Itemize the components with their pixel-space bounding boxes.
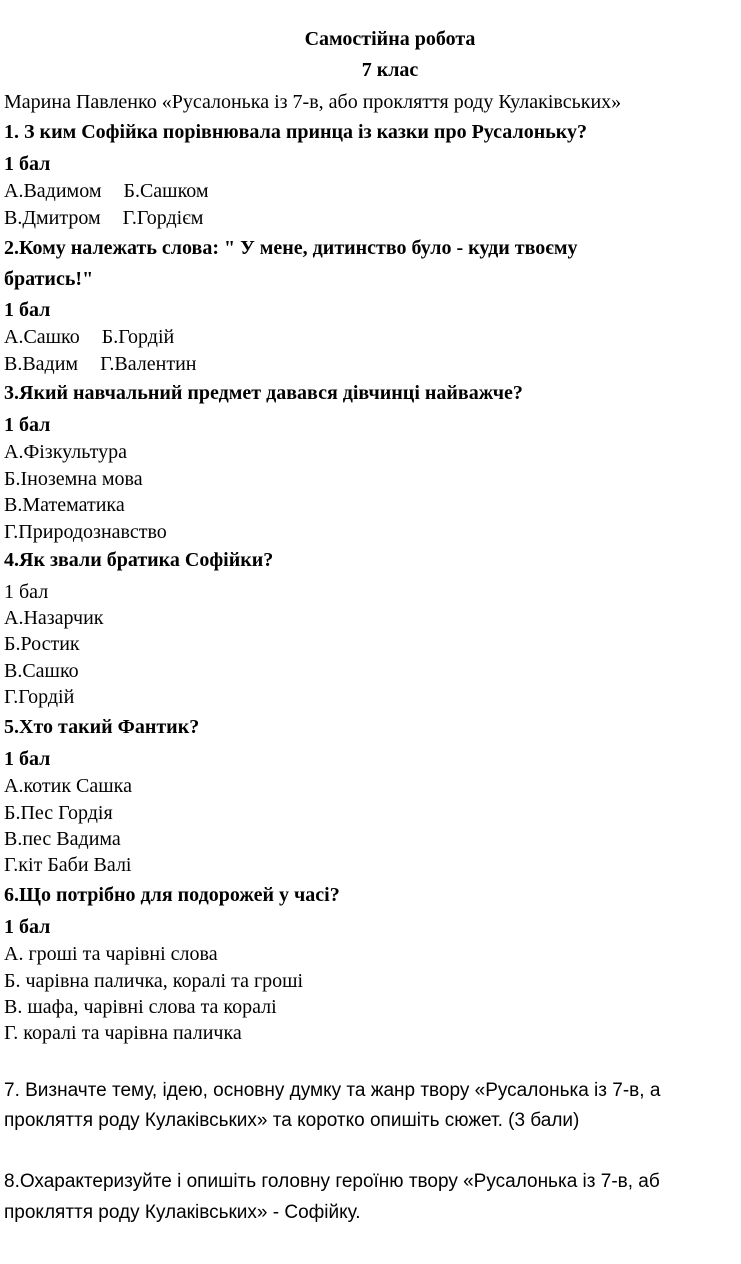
q6-option-c: В. шафа, чарівні слова та коралі [4,996,277,1018]
q3-option-b: Б.Іноземна мова [4,468,143,490]
q4-option-b: Б.Ростик [4,633,80,655]
q6-option-b: Б. чарівна паличка, коралі та гроші [4,970,304,992]
q3-option-c: В.Математика [4,494,125,516]
q1-options-row-2 [4,205,203,231]
q4-option-c: В.Сашко [4,660,79,682]
q4-points: 1 бал [4,581,49,603]
q3-option-d: Г.Природознавство [4,521,167,543]
q5-option-d: Г.кіт Баби Валі [4,854,132,876]
q3-option-a: А.Фізкультура [4,441,127,463]
q5-option-b: Б.Пес Гордія [4,802,113,824]
page-title: Самостійна робота [304,28,476,50]
q5-question: 5.Хто такий Фантик? [4,716,200,738]
q5-points: 1 бал [4,748,51,770]
q2-options-row-1 [4,324,174,350]
q1-option-d: Г.Гордієм [122,207,204,229]
q4-question: 4.Як звали братика Софійки? [4,549,274,571]
q2-option-a: А.Сашко [4,326,80,348]
q2-points: 1 бал [4,299,51,321]
q6-question: 6.Що потрібно для подорожей у часі? [4,884,340,906]
q5-option-a: А.котик Сашка [4,775,132,797]
q2-options-row-2 [4,351,197,377]
q8-line-1: 8.Охарактеризуйте і опишіть головну героїню твору «Русалонька із 7-в, аб [4,1171,660,1192]
q7-line-2: прокляття роду Кулаківських» та коротко опишіть сюжет. (3 бали) [4,1110,580,1131]
q6-points: 1 бал [4,916,51,938]
q2-option-c: В.Вадим [4,353,79,375]
q1-question: 1. З ким Софійка порівнювала принца із казки про Русалоньку? [4,121,588,143]
work-title: Марина Павленко «Русалонька із 7-в, або прокляття роду Кулаківських» [4,91,622,113]
grade-label: 7 клас [361,59,419,81]
q2-option-d: Г.Валентин [100,353,197,375]
q8-line-2: прокляття роду Кулаківських» - Софійку. [4,1202,361,1223]
q1-points: 1 бал [4,153,51,175]
q2-question-line-2: братись!" [4,268,94,290]
q3-question: 3.Який навчальний предмет давався дівчинці найважче? [4,382,523,404]
q4-option-a: А.Назарчик [4,607,104,629]
q1-options-row-1 [4,178,209,204]
q1-option-b: Б.Сашком [123,180,209,202]
q1-option-c: В.Дмитром [4,207,101,229]
q3-points: 1 бал [4,414,51,436]
q6-option-a: А. гроші та чарівні слова [4,943,218,965]
q2-question-line-1: 2.Кому належать слова: " У мене, дитинство було - куди твоєму [4,237,578,259]
q4-option-d: Г.Гордій [4,686,75,708]
q7-line-1: 7. Визначте тему, ідею, основну думку та жанр твору «Русалонька із 7-в, а [4,1080,661,1101]
q6-option-d: Г. коралі та чарівна паличка [4,1022,242,1044]
q5-option-c: В.пес Вадима [4,828,121,850]
q2-option-b: Б.Гордій [101,326,175,348]
q1-option-a: А.Вадимом [4,180,102,202]
